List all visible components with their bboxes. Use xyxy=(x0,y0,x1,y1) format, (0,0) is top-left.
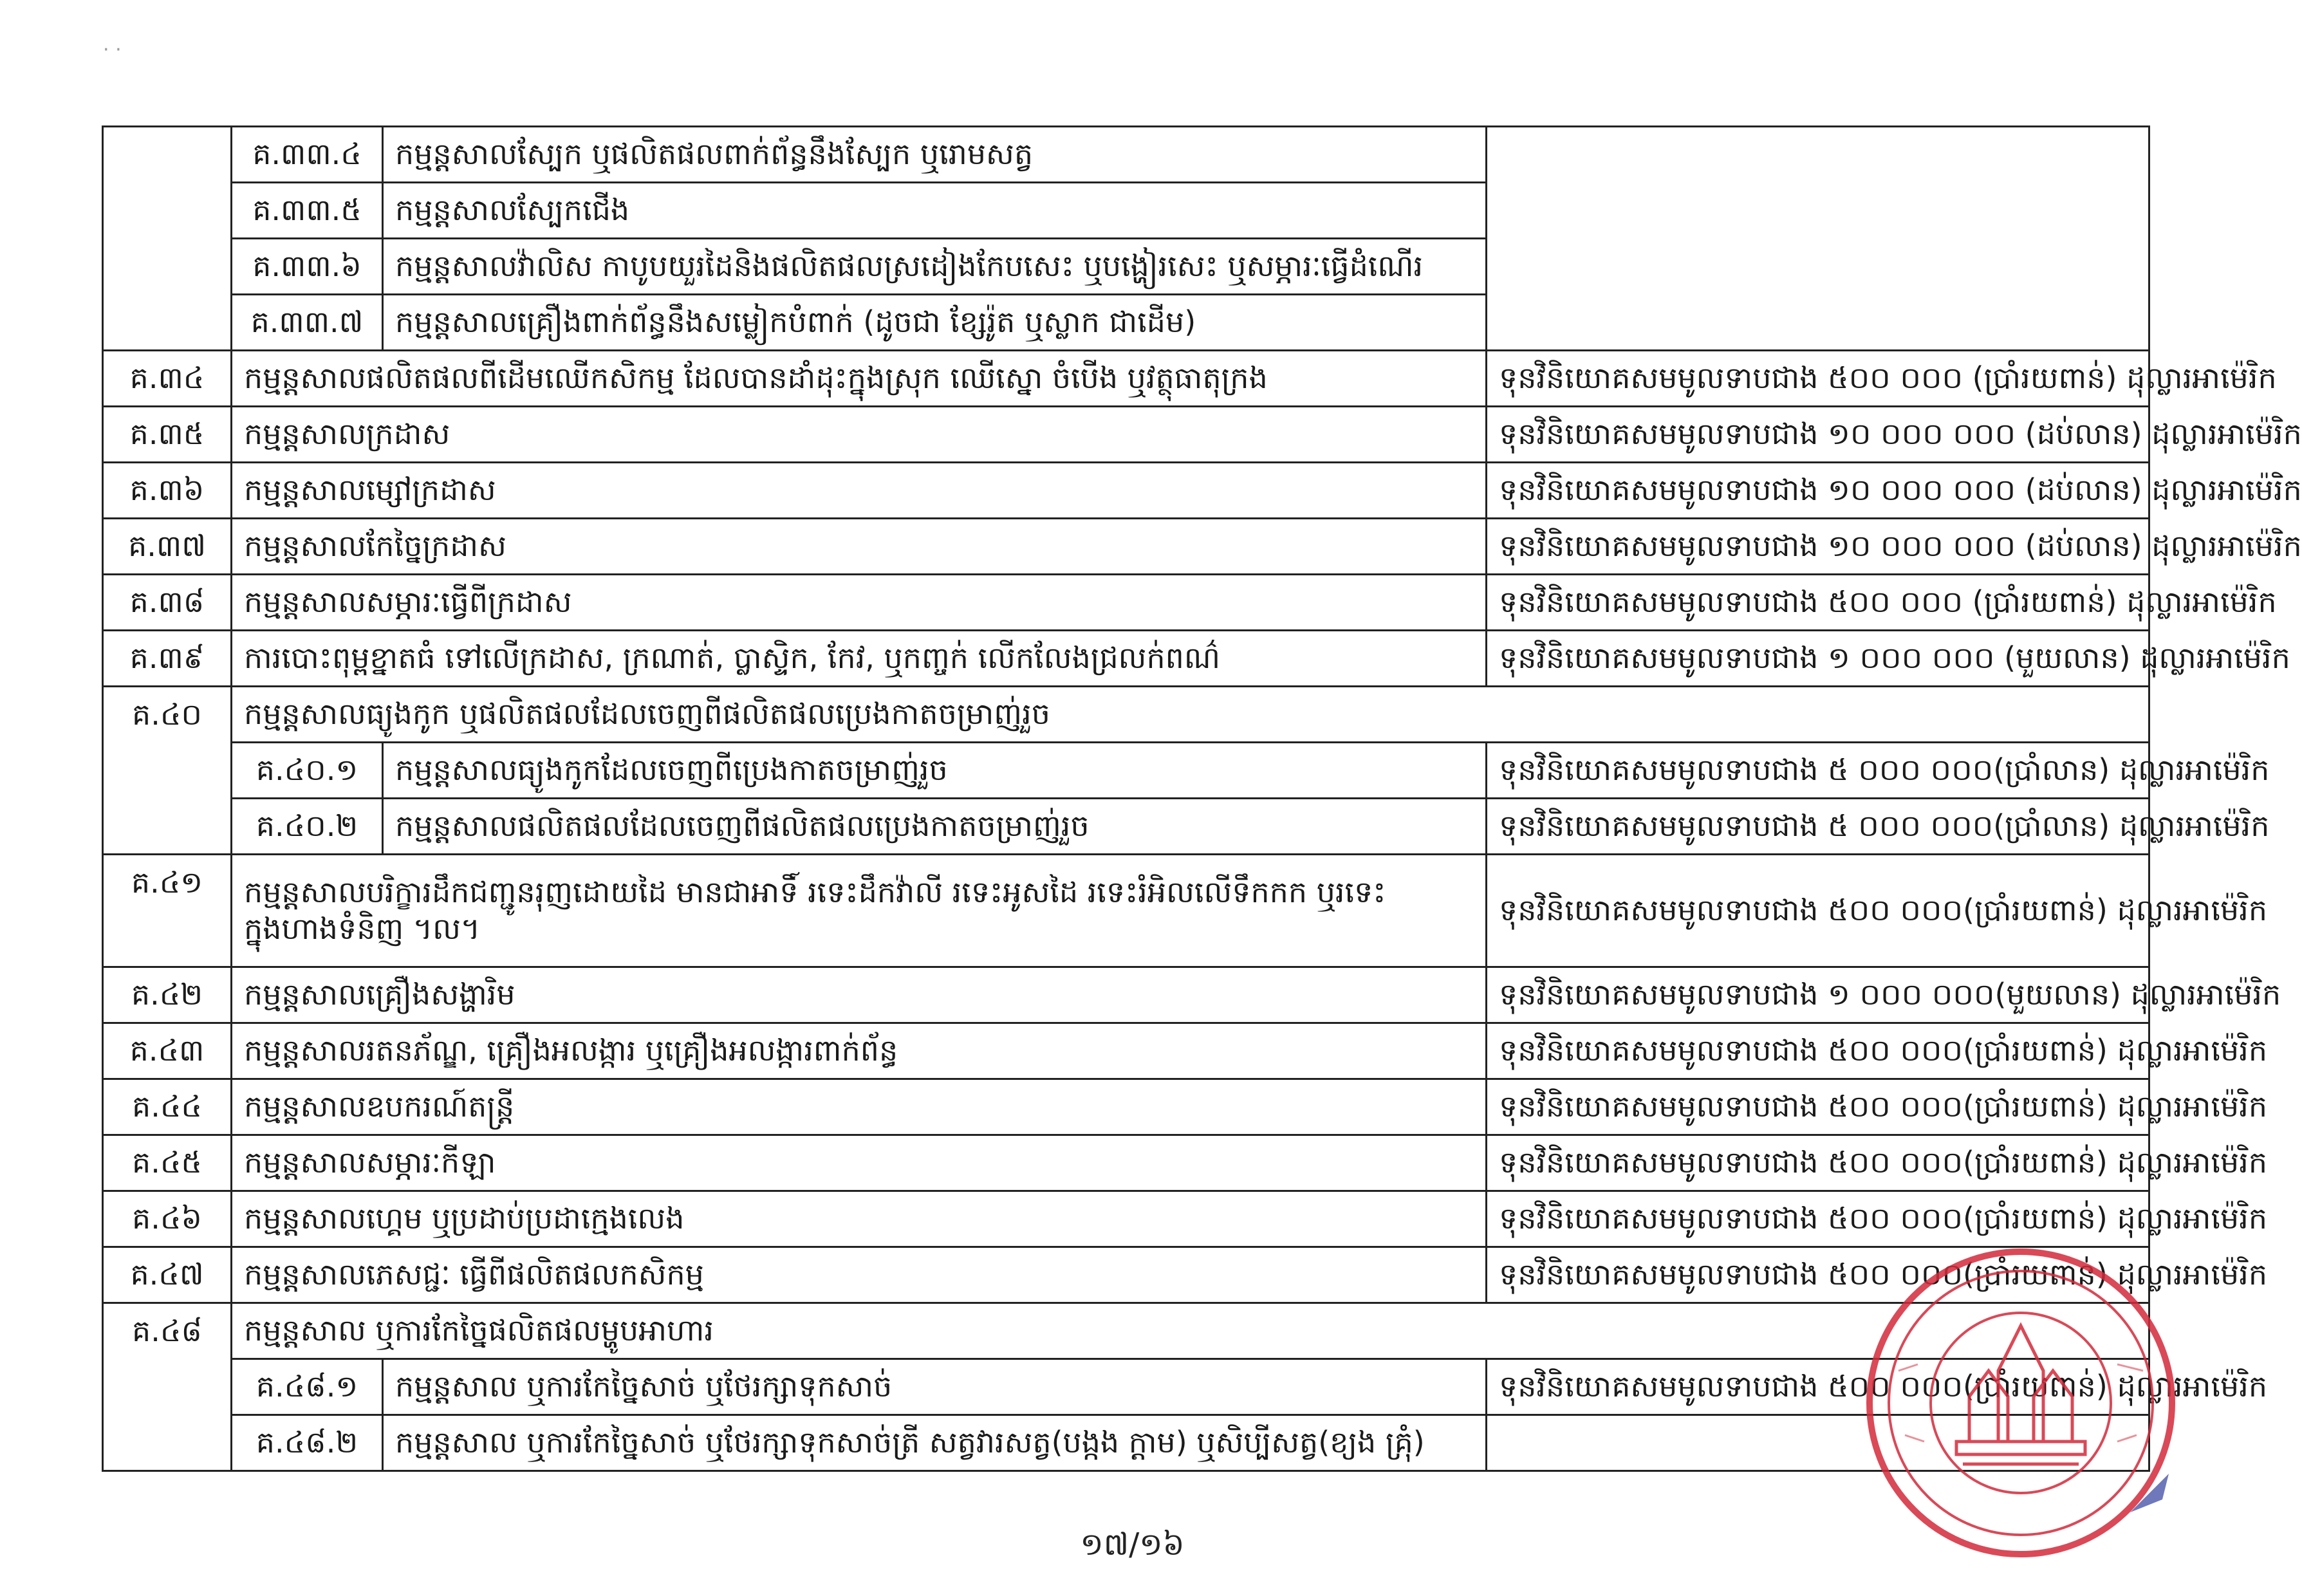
threshold-cell: ទុនវិនិយោគសមមូលទាបជាង ៥ ០០០ ០០០(ប្រាំលាន) ដុល្លារអាម៉េរិក xyxy=(1487,743,2149,799)
code-cell: គ.៤៣ xyxy=(103,1023,232,1079)
table-row xyxy=(103,967,2149,1023)
table-row xyxy=(103,799,2149,855)
table-row xyxy=(103,631,2149,687)
description-cell: កម្មន្តសាលឧបករណ៍តន្ត្រី xyxy=(232,1079,1487,1135)
subcode-cell: គ.៣៣.៧ xyxy=(232,295,383,351)
table-row xyxy=(103,127,2149,183)
code-cell: គ.៣៩ xyxy=(103,631,232,687)
description-cell: កម្មន្តសាលសម្ភារៈកីឡា xyxy=(232,1135,1487,1191)
threshold-cell: ទុនវិនិយោគសមមូលទាបជាង ៥០០ ០០០(ប្រាំរយពាន់) ដុល្លារអាម៉េរិក xyxy=(1487,1135,2149,1191)
table-row xyxy=(103,519,2149,575)
description-cell: កម្មន្តសាល ឬការកែច្នៃសាច់ ឬថែរក្សាទុកសាច់ xyxy=(383,1359,1487,1415)
description-cell: កម្មន្តសាលម្សៅក្រដាស xyxy=(232,463,1487,519)
code-cell: គ.៣៤ xyxy=(103,351,232,407)
description-cell: កម្មន្តសាលគ្រឿងសង្ហារិម xyxy=(232,967,1487,1023)
table-row xyxy=(103,1415,2149,1471)
code-cell: គ.៤១ xyxy=(103,855,232,967)
description-cell: កម្មន្តសាលផលិតផលពីដើមឈើកសិកម្ម ដែលបានដាំដុះក្នុងស្រុក ឈើស្នោ ចំបើង ឬវត្ថុធាតុក្រង xyxy=(232,351,1487,407)
description-cell: កម្មន្តសាលភេសជ្ជៈ ធ្វើពីផលិតផលកសិកម្ម xyxy=(232,1247,1487,1303)
table-row xyxy=(103,1079,2149,1135)
subcode-cell: គ.៤៨.២ xyxy=(232,1415,383,1471)
table-row xyxy=(103,407,2149,463)
description-cell: កម្មន្តសាលក្រដាស xyxy=(232,407,1487,463)
table-row xyxy=(103,855,2149,967)
code-cell: គ.៤៨ xyxy=(103,1303,232,1471)
scan-marks: · · xyxy=(103,39,122,61)
description-cell: កម្មន្តសាលគ្រឿងពាក់ព័ន្ធនឹងសម្លៀកបំពាក់ (ដូចជា ខ្សែរ៉ូត ឬស្លាក ជាដើម) xyxy=(383,295,1487,351)
subcode-cell: គ.៤០.១ xyxy=(232,743,383,799)
table-row xyxy=(103,1247,2149,1303)
description-cell: កម្មន្តសាលស្បែក ឬផលិតផលពាក់ព័ន្ធនឹងស្បែក ឬរោមសត្វ xyxy=(383,127,1487,183)
description-cell: កម្មន្តសាលវ៉ាលិស កាបូបយួរដៃនិងផលិតផលស្រដៀងកែបសេះ ឬបង្ហៀរសេះ ឬសម្ភារៈធ្វើដំណើរ xyxy=(383,239,1487,295)
table-row xyxy=(103,1303,2149,1359)
threshold-cell: ទុនវិនិយោគសមមូលទាបជាង ១០ ០០០ ០០០ (ដប់លាន) ដុល្លារអាម៉េរិក xyxy=(1487,463,2149,519)
description-cell: ការបោះពុម្ពខ្នាតធំ ទៅលើក្រដាស, ក្រណាត់, ប្លាស្ទិក, កែវ, ឬកញ្ចក់ លើកលែងជ្រលក់ពណ៌ xyxy=(232,631,1487,687)
threshold-cell: ទុនវិនិយោគសមមូលទាបជាង ១០ ០០០ ០០០ (ដប់លាន) ដុល្លារអាម៉េរិក xyxy=(1487,519,2149,575)
code-cell: គ.៤៧ xyxy=(103,1247,232,1303)
description-cell: កម្មន្តសាលរតនភ័ណ្ឌ, គ្រឿងអលង្ការ ឬគ្រឿងអលង្ការពាក់ព័ន្ធ xyxy=(232,1023,1487,1079)
description-cell: កម្មន្តសាលសម្ភារៈធ្វើពីក្រដាស xyxy=(232,575,1487,631)
code-cell: គ.៣៨ xyxy=(103,575,232,631)
code-cell: គ.៤៦ xyxy=(103,1191,232,1247)
subcode-cell: គ.៣៣.៥ xyxy=(232,183,383,239)
code-cell xyxy=(103,127,232,351)
subcode-cell: គ.៤០.២ xyxy=(232,799,383,855)
threshold-cell: ទុនវិនិយោគសមមូលទាបជាង ៥០០ ០០០(ប្រាំរយពាន់) ដុល្លារអាម៉េរិក xyxy=(1487,1247,2149,1303)
description-cell: កម្មន្តសាលស្បែកជើង xyxy=(383,183,1487,239)
threshold-cell: ទុនវិនិយោគសមមូលទាបជាង ៥០០ ០០០(ប្រាំរយពាន់) ដុល្លារអាម៉េរិក xyxy=(1487,1359,2149,1415)
investment-threshold-table xyxy=(102,125,2302,1472)
threshold-cell: ទុនវិនិយោគសមមូលទាបជាង ៥ ០០០ ០០០(ប្រាំលាន) ដុល្លារអាម៉េរិក xyxy=(1487,799,2149,855)
code-cell: គ.៤៥ xyxy=(103,1135,232,1191)
table-row xyxy=(103,1359,2149,1415)
description-cell: កម្មន្តសាល ឬការកែច្នៃផលិតផលម្ហូបអាហារ xyxy=(232,1303,2149,1359)
threshold-cell xyxy=(1487,127,2149,351)
threshold-cell: ទុនវិនិយោគសមមូលទាបជាង ៥០០ ០០០(ប្រាំរយពាន់) ដុល្លារអាម៉េរិក xyxy=(1487,1079,2149,1135)
subcode-cell: គ.៤៨.១ xyxy=(232,1359,383,1415)
table-row xyxy=(103,351,2149,407)
subcode-cell: គ.៣៣.៦ xyxy=(232,239,383,295)
subcode-cell: គ.៣៣.៤ xyxy=(232,127,383,183)
code-cell: គ.៤២ xyxy=(103,967,232,1023)
threshold-cell: ទុនវិនិយោគសមមូលទាបជាង ១ ០០០ ០០០ (មួយលាន) ដុល្លារអាម៉េរិក xyxy=(1487,631,2149,687)
description-cell: កម្មន្តសាលបរិក្ខារដឹកជញ្ជូនរុញដោយដៃ មានជាអាទិ៍ រទេះដឹកវ៉ាលី រទេះអូសដៃ រទេះរំអិលលើទឹកកក ឬរទេះក្នុងហាងទំនិញ ។ល។ xyxy=(232,855,1487,967)
threshold-cell: ទុនវិនិយោគសមមូលទាបជាង ៥០០ ០០០(ប្រាំរយពាន់) ដុល្លារអាម៉េរិក xyxy=(1487,1023,2149,1079)
page-number: ១៧/១៦ xyxy=(1080,1526,1185,1563)
table-row xyxy=(103,743,2149,799)
threshold-cell: ទុនវិនិយោគសមមូលទាបជាង ៥០០ ០០០(ប្រាំរយពាន់) ដុល្លារអាម៉េរិក xyxy=(1487,1191,2149,1247)
code-cell: គ.៤៤ xyxy=(103,1079,232,1135)
code-cell: គ.៤០ xyxy=(103,687,232,855)
table-row xyxy=(103,463,2149,519)
table-row xyxy=(103,687,2149,743)
threshold-cell: ទុនវិនិយោគសមមូលទាបជាង ៥០០ ០០០ (ប្រាំរយពាន់) ដុល្លារអាម៉េរិក xyxy=(1487,351,2149,407)
description-cell: កម្មន្តសាល ឬការកែច្នៃសាច់ ឬថែរក្សាទុកសាច់ត្រី សត្វវារសត្វ(បង្កង ក្តាម) ឬសិប្បីសត្វ(ខ្យង គ្រុំ) xyxy=(383,1415,1487,1471)
code-cell: គ.៣៦ xyxy=(103,463,232,519)
description-cell: កម្មន្តសាលធ្យូងកូក ឬផលិតផលដែលចេញពីផលិតផលប្រេងកាតចម្រាញ់រួច xyxy=(232,687,2149,743)
table-row xyxy=(103,1191,2149,1247)
threshold-cell: ទុនវិនិយោគសមមូលទាបជាង ១ ០០០ ០០០(មួយលាន) ដុល្លារអាម៉េរិក xyxy=(1487,967,2149,1023)
description-cell: កម្មន្តសាលហ្គេម ឬប្រដាប់ប្រដាក្មេងលេង xyxy=(232,1191,1487,1247)
threshold-cell: ទុនវិនិយោគសមមូលទាបជាង ៥០០ ០០០ (ប្រាំរយពាន់) ដុល្លារអាម៉េរិក xyxy=(1487,575,2149,631)
description-cell: កម្មន្តសាលធ្យូងកូកដែលចេញពីប្រេងកាតចម្រាញ់រួច xyxy=(383,743,1487,799)
threshold-cell: ទុនវិនិយោគសមមូលទាបជាង ៥០០ ០០០(ប្រាំរយពាន់) ដុល្លារអាម៉េរិក xyxy=(1487,855,2149,967)
description-cell: កម្មន្តសាលកែច្នៃក្រដាស xyxy=(232,519,1487,575)
threshold-cell: ទុនវិនិយោគសមមូលទាបជាង ១០ ០០០ ០០០ (ដប់លាន) ដុល្លារអាម៉េរិក xyxy=(1487,407,2149,463)
description-cell: កម្មន្តសាលផលិតផលដែលចេញពីផលិតផលប្រេងកាតចម្រាញ់រួច xyxy=(383,799,1487,855)
table-row xyxy=(103,1023,2149,1079)
code-cell: គ.៣៧ xyxy=(103,519,232,575)
official-seal-stamp xyxy=(1860,1242,2182,1564)
code-cell: គ.៣៥ xyxy=(103,407,232,463)
table-row xyxy=(103,575,2149,631)
table-row xyxy=(103,1135,2149,1191)
